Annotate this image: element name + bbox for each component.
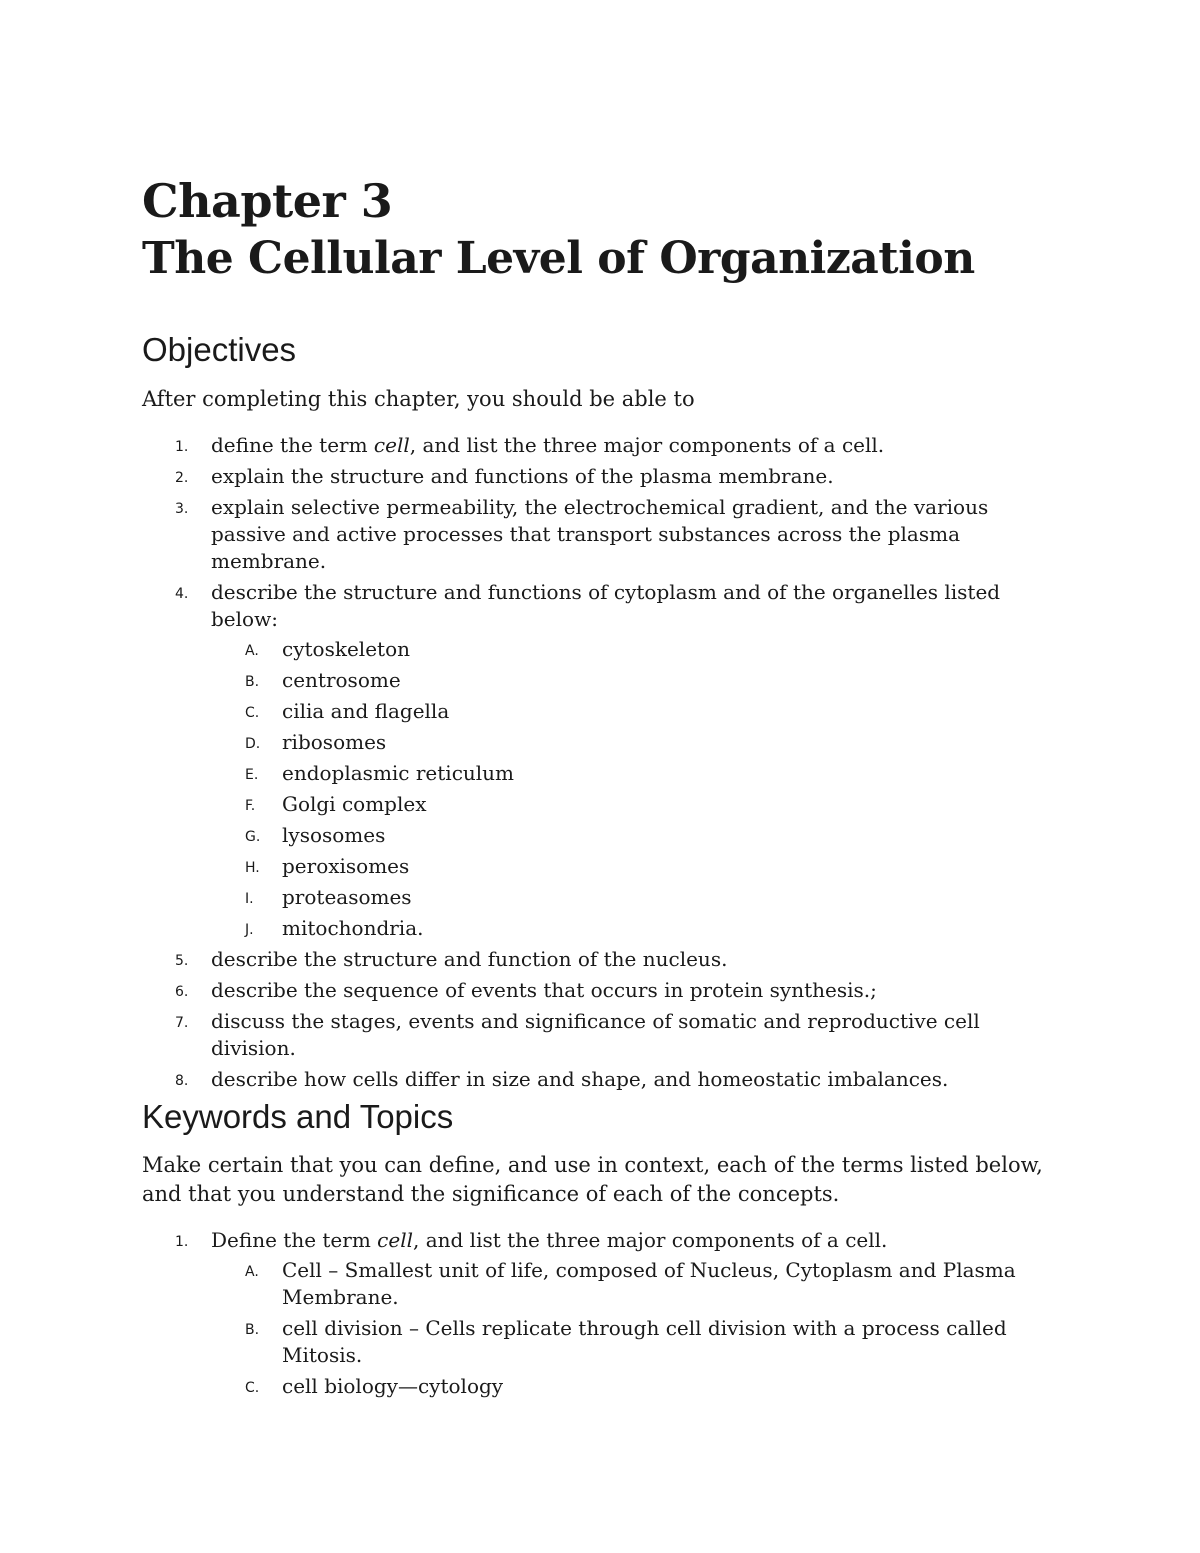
objective-text-before: define the term <box>211 433 374 457</box>
list-marker: A. <box>245 1264 259 1280</box>
organelle-item <box>211 698 1062 725</box>
objective-item <box>142 946 1062 973</box>
objective-item <box>142 977 1062 1004</box>
objective-text: explain the structure and functions of the plasma membrane. <box>211 464 834 488</box>
list-marker: D. <box>245 736 261 752</box>
objective-text: explain selective permeability, the electrochemical gradient, and the various passive and active processes that transport substances across the plasma membrane. <box>211 495 989 573</box>
list-marker: E. <box>245 767 259 783</box>
organelle-text: cilia and flagella <box>282 699 450 723</box>
keyword-subitem <box>211 1315 1062 1369</box>
keywords-heading: Keywords and Topics <box>142 1098 454 1135</box>
objective-text-after: , and list the three major components of a cell. <box>409 433 885 457</box>
objectives-heading: Objectives <box>142 331 297 368</box>
objectives-list <box>142 432 1062 1093</box>
objectives-intro: After completing this chapter, you should be able to <box>142 387 695 411</box>
list-marker: C. <box>245 705 260 721</box>
organelle-text: lysosomes <box>282 823 386 847</box>
list-marker: 2. <box>175 470 189 486</box>
organelle-item <box>211 760 1062 787</box>
organelle-item <box>211 915 1062 942</box>
keyword-subitem-text: cell division – Cells replicate through cell division with a process called Mitosis. <box>282 1316 1007 1367</box>
keyword-sublist <box>211 1257 1062 1400</box>
organelle-text: ribosomes <box>282 730 387 754</box>
list-marker: B. <box>245 674 260 690</box>
objective-item <box>142 1066 1062 1093</box>
list-marker: 3. <box>175 501 189 517</box>
keyword-subitem <box>211 1257 1062 1311</box>
list-marker: 5. <box>175 953 189 969</box>
objective-item <box>142 463 1062 490</box>
keyword-subitem <box>211 1373 1062 1400</box>
organelle-item <box>211 667 1062 694</box>
objective-text: describe the sequence of events that occurs in protein synthesis.; <box>211 978 877 1002</box>
list-marker: G. <box>245 829 261 845</box>
organelle-item <box>211 791 1062 818</box>
keyword-subitem-text: cell biology—cytology <box>282 1374 504 1398</box>
keyword-text-before: Define the term <box>211 1228 378 1252</box>
organelle-text: peroxisomes <box>282 854 410 878</box>
organelle-item <box>211 636 1062 663</box>
organelle-text: mitochondria. <box>282 916 424 940</box>
organelles-list <box>211 636 1062 942</box>
keyword-text-after: , and list the three major components of a cell. <box>413 1228 888 1252</box>
list-marker: 6. <box>175 984 189 1000</box>
list-marker: I. <box>245 891 254 907</box>
objective-text: describe the structure and functions of cytoplasm and of the organelles listed below: <box>211 580 1001 631</box>
list-marker: A. <box>245 643 259 659</box>
objective-text-italic: cell <box>373 433 410 457</box>
chapter-number: Chapter 3 <box>142 174 393 228</box>
list-marker: 4. <box>175 586 189 602</box>
organelle-item <box>211 822 1062 849</box>
objective-item <box>142 432 1062 459</box>
list-marker: 8. <box>175 1073 189 1089</box>
organelle-item <box>211 853 1062 880</box>
list-marker: 7. <box>175 1015 189 1031</box>
list-marker: 1. <box>175 439 189 455</box>
chapter-title: The Cellular Level of Organization <box>142 233 975 284</box>
keyword-text-italic: cell <box>377 1228 413 1252</box>
objective-item <box>142 1008 1062 1062</box>
organelle-text: centrosome <box>282 668 401 692</box>
list-marker: C. <box>245 1380 260 1396</box>
objective-item <box>142 494 1062 575</box>
objective-item <box>142 579 1062 942</box>
organelle-item <box>211 884 1062 911</box>
list-marker: H. <box>245 860 260 876</box>
keyword-item <box>142 1227 1062 1400</box>
organelle-text: proteasomes <box>282 885 412 909</box>
keywords-intro: Make certain that you can define, and use in context, each of the terms listed below, and that you understand the significance of each of the concepts. <box>142 1153 1043 1206</box>
organelle-item <box>211 729 1062 756</box>
document-page <box>142 172 1062 1404</box>
list-marker: J. <box>245 922 254 938</box>
list-marker: F. <box>245 798 256 814</box>
organelle-text: cytoskeleton <box>282 637 410 661</box>
list-marker: B. <box>245 1322 260 1338</box>
keywords-list <box>142 1227 1062 1400</box>
objective-text: discuss the stages, events and significance of somatic and reproductive cell division. <box>211 1009 980 1060</box>
organelle-text: Golgi complex <box>282 792 427 816</box>
keyword-subitem-text: Cell – Smallest unit of life, composed of Nucleus, Cytoplasm and Plasma Membrane. <box>282 1258 1016 1309</box>
list-marker: 1. <box>175 1234 189 1250</box>
objective-text: describe the structure and function of the nucleus. <box>211 947 728 971</box>
objective-text: describe how cells differ in size and shape, and homeostatic imbalances. <box>211 1067 949 1091</box>
organelle-text: endoplasmic reticulum <box>282 761 515 785</box>
